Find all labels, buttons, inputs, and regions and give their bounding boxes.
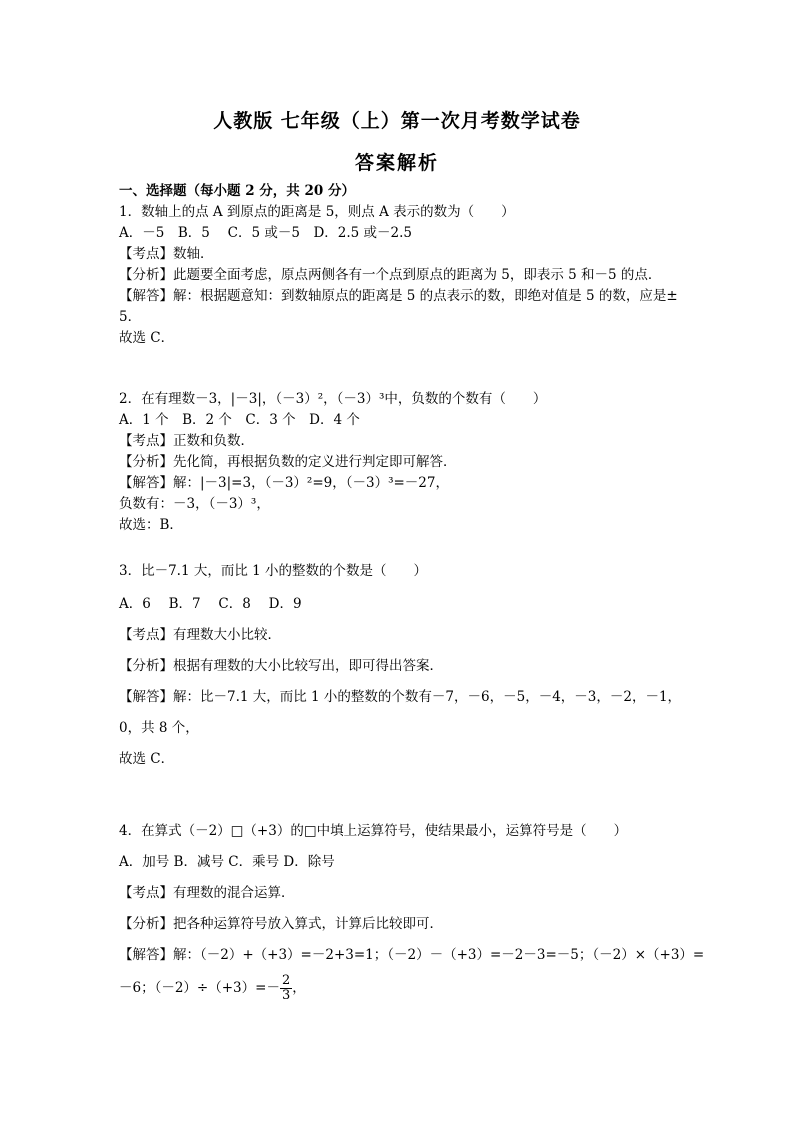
q3-answer: 故选 C． [119,751,175,767]
q2-fenxi: 【分析】先化简，再根据负数的定义进行判定即可解答． [119,454,457,470]
fraction-numerator: 2 [281,973,291,988]
q1-stem: 1．数轴上的点 A 到原点的距离是 5，则点 A 表示的数为（ ） [119,204,515,220]
q1-kaodian: 【考点】数轴． [119,246,214,262]
fraction [280,974,292,1003]
q1-options: A．－5 B．5 C．5 或－5 D．2.5 或－2.5 [119,225,412,241]
q2-jieda-line1: 【解答】解：|－3|=3，（－3）²=9，（－3）³=－27， [119,475,449,491]
fraction-denominator: 3 [281,988,291,1003]
q4-jieda-line2-suffix: ， [292,980,306,996]
q3-fenxi: 【分析】根据有理数的大小比较写出，即可得出答案． [119,658,443,674]
q1-fenxi: 【分析】此题要全面考虑，原点两侧各有一个点到原点的距离为 5，即表示 5 和－5 的点． [119,267,662,283]
q4-kaodian: 【考点】有理数的混合运算． [119,885,295,901]
q2-answer: 故选：B． [119,517,183,533]
q3-jieda-line2: 0，共 8 个， [119,720,199,736]
q3-options: A．6 B．7 C．8 D．9 [119,596,302,612]
q3-kaodian: 【考点】有理数大小比较． [119,627,281,643]
q4-fenxi: 【分析】把各种运算符号放入算式，计算后比较即可． [119,916,443,932]
q4-jieda-line2 [119,974,306,1003]
q2-kaodian: 【考点】正数和负数． [119,433,254,449]
section-heading: 一、选择题（每小题 2 分，共 20 分） [119,183,355,199]
q3-jieda-line1: 【解答】解：比－7.1 大，而比 1 小的整数的个数有－7，－6，－5，－4，－3，－2，－1， [119,689,682,705]
q1-answer: 故选 C． [119,330,175,346]
q4-stem: 4．在算式（－2）□（+3）的□中填上运算符号，使结果最小，运算符号是（ ） [119,823,628,839]
q2-stem: 2．在有理数－3，|－3|，（－3）²，（－3）³中，负数的个数有（ ） [119,391,547,407]
q1-jieda-line2: 5． [119,309,142,325]
q2-jieda-line2: 负数有：－3，（－3）³， [119,496,270,512]
q1-jieda-line1: 【解答】解：根据题意知：到数轴原点的距离是 5 的点表示的数，即绝对值是 5 的数，应是± [119,288,678,304]
page-subtitle: 答案解析 [354,152,439,174]
q4-jieda-line1: 【解答】解：（－2）+（+3）=－2+3=1；（－2）－（+3）=－2－3=－5；（－2）×（+3）= [119,947,705,963]
q2-options: A．1 个 B．2 个 C．3 个 D．4 个 [119,412,360,428]
q4-jieda-line2-prefix: －6；（－2）÷（+3）=－ [119,980,280,996]
q3-stem: 3．比－7.1 大，而比 1 小的整数的个数是（ ） [119,563,428,579]
page-title: 人教版 七年级（上）第一次月考数学试卷 [213,110,581,132]
q4-options: A．加号 B．减号 C．乘号 D．除号 [119,854,335,870]
